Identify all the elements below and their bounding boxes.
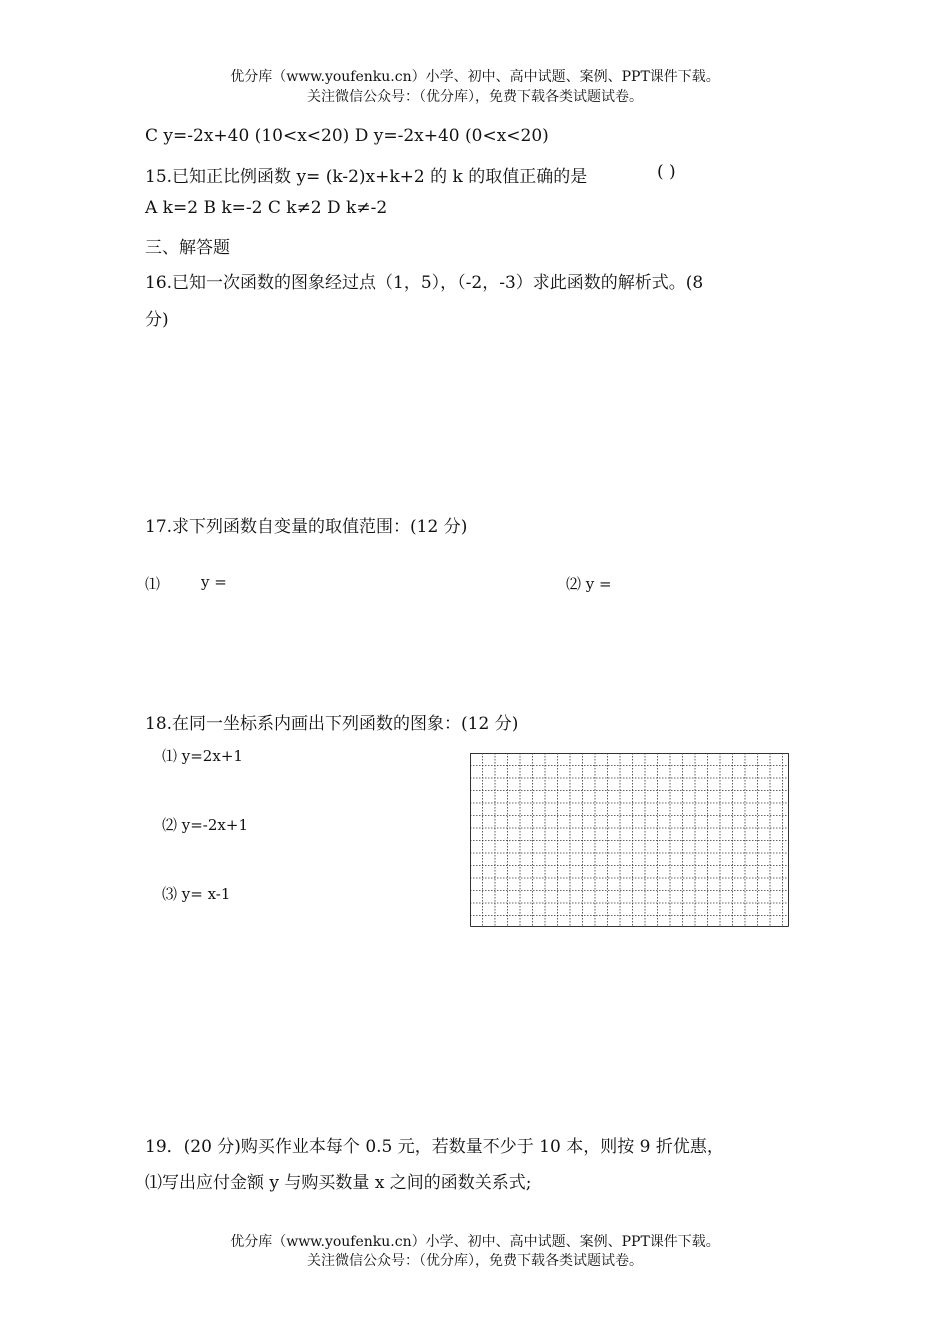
q17-part1-expr: y = [201, 573, 227, 591]
q19-part-1: ⑴写出应付金额 y 与购买数量 x 之间的函数关系式; [145, 1173, 532, 1193]
footer-line-1: 优分库（www.youfenku.cn）小学、初中、高中试题、案例、PPT课件下载。 [230, 1234, 720, 1250]
q16-stem-line-2: 分) [145, 310, 169, 330]
q16-stem-line-1: 16.已知一次函数的图象经过点（1，5），（-2，-3）求此函数的解析式。(8 [145, 273, 704, 293]
section-title: 三、解答题 [145, 238, 230, 258]
q19-stem: 19．(20 分)购买作业本每个 0.5 元，若数量不少于 10 本，则按 9 折优惠， [145, 1137, 724, 1157]
q17-stem: 17.求下列函数自变量的取值范围：(12 分) [145, 517, 468, 537]
header-line-1: 优分库（www.youfenku.cn）小学、初中、高中试题、案例、PPT课件下载。 [230, 69, 720, 85]
q18-item-1: ⑴ y=2x+1 [162, 747, 243, 765]
header-line-2: 关注微信公众号：（优分库），免费下载各类试题试卷。 [307, 89, 643, 105]
footer-line-2: 关注微信公众号：（优分库），免费下载各类试题试卷。 [307, 1253, 643, 1269]
q15-stem: 15.已知正比例函数 y= (k-2)x+k+2 的 k 的取值正确的是 [145, 167, 588, 187]
q17-part2: ⑵ y = [566, 575, 612, 593]
q18-item-2: ⑵ y=-2x+1 [162, 816, 248, 834]
q14-options-cd: C y=-2x+40 (10<x<20) D y=-2x+40 (0<x<20) [145, 126, 549, 146]
q17-part1-label: ⑴ [145, 575, 161, 593]
q15-options: A k=2 B k=-2 C k≠2 D k≠-2 [145, 198, 388, 218]
q18-item-3: ⑶ y= x-1 [162, 885, 231, 903]
q18-stem: 18.在同一坐标系内画出下列函数的图象：(12 分) [145, 714, 519, 734]
q15-answer-paren: ( ) [657, 162, 676, 182]
graph-paper-grid [470, 753, 789, 927]
